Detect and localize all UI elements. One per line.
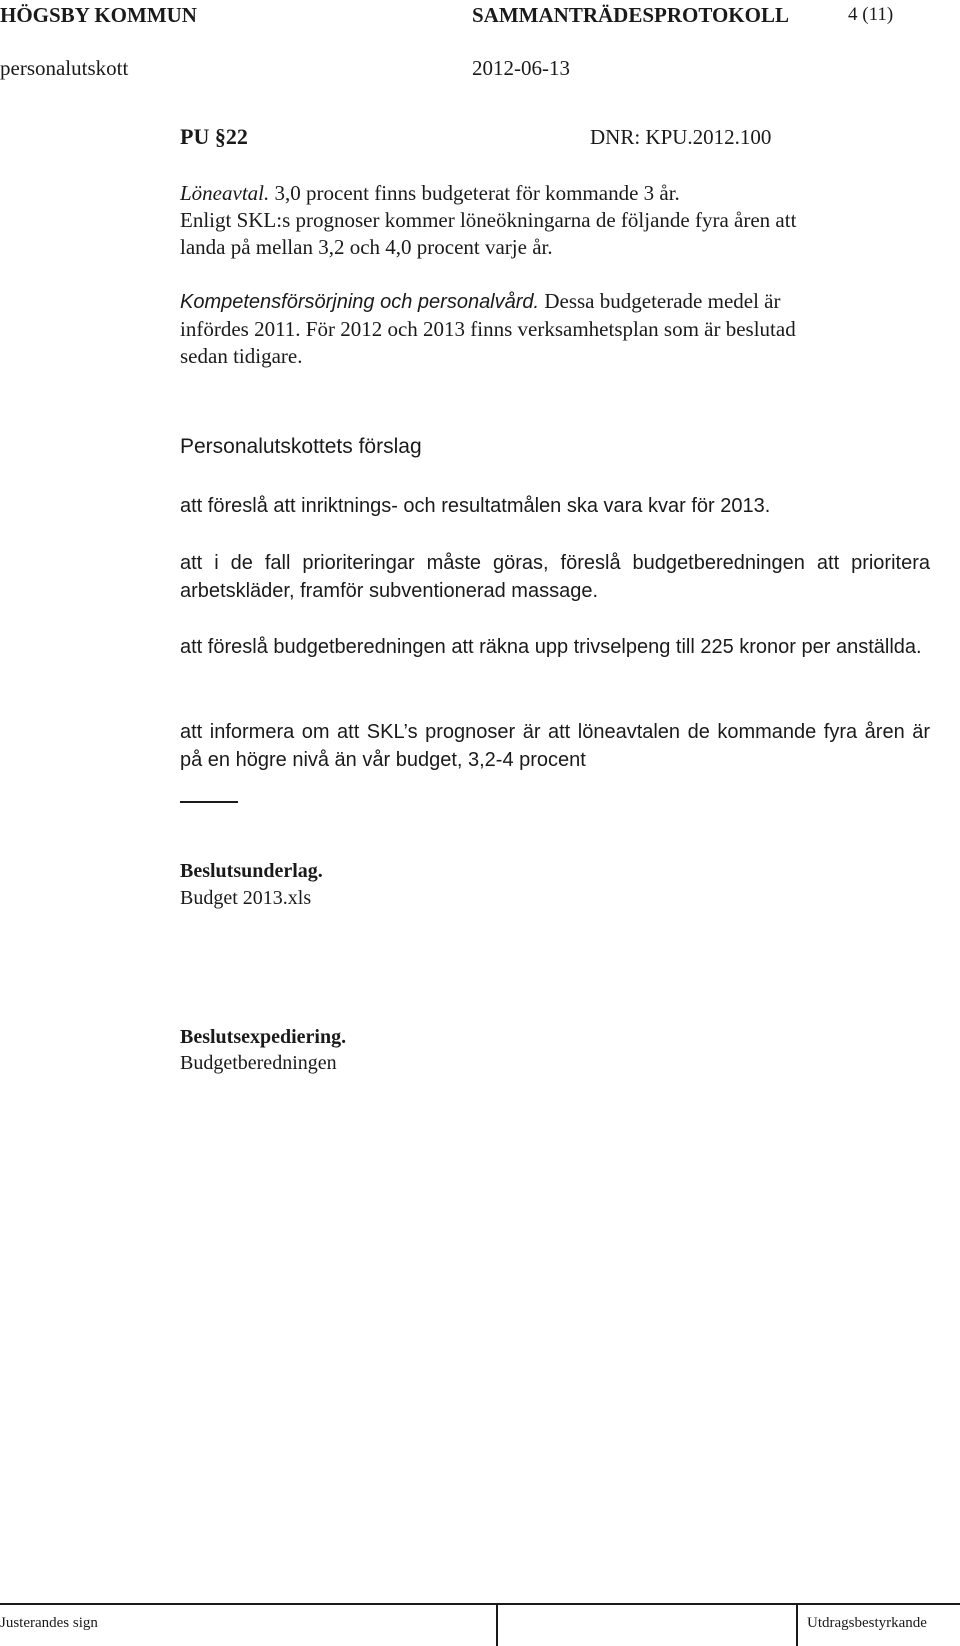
signature-footer [0, 1603, 960, 1646]
signature-label: Justerandes sign [0, 1615, 98, 1631]
proposal-item: att föreslå att inriktnings- och resultatmålen ska vara kvar för 2013. [180, 495, 771, 517]
paragraph-title: Löneavtal. [180, 181, 270, 205]
footer-divider [796, 1603, 798, 1646]
paragraph-competence [180, 288, 930, 370]
protocol-title: SAMMANTRÄDESPROTOKOLL [472, 3, 789, 27]
basis-heading: Beslutsunderlag. [180, 860, 323, 882]
page-number: 4 (11) [848, 4, 894, 25]
paragraph-salary-agreement [180, 180, 930, 261]
paragraph-line [180, 180, 930, 207]
proposal-heading: Personalutskottets förslag [180, 435, 422, 458]
paragraph-title: Kompetensförsörjning och personalvård. [180, 291, 540, 313]
proposal-item: att föreslå budgetberedningen att räkna upp trivselpeng till 225 kronor per anställda. [180, 636, 922, 658]
dispatch-value: Budgetberedningen [180, 1052, 337, 1074]
dispatch-heading: Beslutsexpediering. [180, 1026, 347, 1048]
proposal-item: att i de fall prioriteringar måste göras, föreslå budgetberedningen att prioritera arbetskläder, framför subventionerad massage. [180, 552, 930, 602]
basis-value: Budget 2013.xls [180, 887, 312, 909]
meeting-date: 2012-06-13 [472, 56, 570, 80]
paragraph-line [180, 288, 930, 316]
diary-number: DNR: KPU.2012.100 [590, 125, 772, 149]
paragraph-line: sedan tidigare. [180, 344, 303, 368]
paragraph-line: landa på mellan 3,2 och 4,0 procent varje år. [180, 235, 553, 259]
proposal-item: att informera om att SKL’s prognoser är att löneavtalen de kommande fyra åren är på en högre nivå än vår budget, 3,2-4 procent [180, 721, 930, 771]
paragraph-line: infördes 2011. För 2012 och 2013 finns verksamhetsplan som är beslutad [180, 317, 796, 341]
section-number: PU §22 [180, 124, 248, 149]
paragraph-line: Enligt SKL:s prognoser kommer löneökningarna de följande fyra åren att [180, 208, 797, 232]
committee-name: personalutskott [0, 56, 129, 80]
footer-rule [0, 1603, 960, 1605]
paragraph-text: Dessa budgeterade medel är [539, 289, 781, 313]
footer-divider [496, 1603, 498, 1646]
separator-rule [180, 801, 238, 803]
municipality-name: HÖGSBY KOMMUN [0, 3, 197, 27]
certification-label: Utdragsbestyrkande [807, 1615, 927, 1631]
paragraph-text: 3,0 procent finns budgeterat för kommande 3 år. [269, 181, 680, 205]
